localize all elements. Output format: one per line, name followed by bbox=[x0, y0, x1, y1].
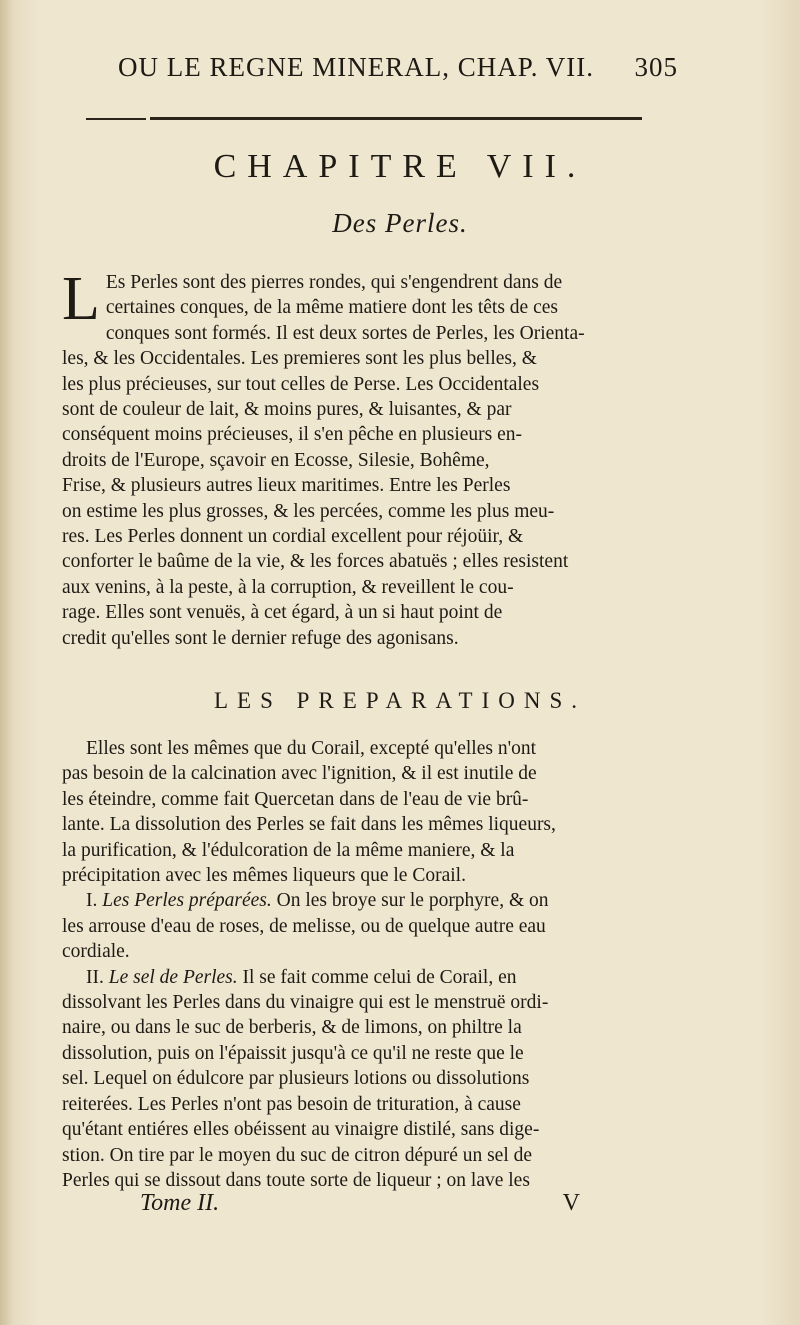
item-2-first-line bbox=[62, 965, 670, 990]
intro-paragraph bbox=[62, 265, 670, 651]
text-line: aux venins, à la peste, à la corruption, & reveillent le cou- bbox=[62, 576, 514, 598]
section-title: LES PREPARATIONS. bbox=[214, 688, 586, 713]
preparations-text bbox=[62, 736, 670, 1193]
text-line: les arrouse d'eau de roses, de melisse, ou de quelque autre eau bbox=[62, 915, 546, 937]
signature-mark: V bbox=[562, 1190, 580, 1216]
item-1-first-line bbox=[62, 888, 670, 913]
text-line: conforter le baûme de la vie, & les forces abatuës ; elles resistent bbox=[62, 551, 569, 573]
text-line: credit qu'elles sont le dernier refuge des agonisans. bbox=[62, 627, 459, 649]
text-line: Frise, & plusieurs autres lieux maritimes. Entre les Perles bbox=[62, 475, 511, 497]
text-line: dissolution, puis on l'épaissit jusqu'à ce qu'il ne reste que le bbox=[62, 1042, 524, 1064]
text-line: les, & les Occidentales. Les premieres sont les plus belles, & bbox=[62, 348, 537, 370]
text-line: conséquent moins précieuses, il s'en pêche en plusieurs en- bbox=[62, 424, 523, 446]
text-line: naire, ou dans le suc de berberis, & de limons, on philtre la bbox=[62, 1017, 522, 1039]
item-1-number: I. bbox=[86, 890, 98, 912]
text-line: Perles qui se dissout dans toute sorte de liqueur ; on lave les bbox=[62, 1169, 530, 1191]
running-title: OU LE REGNE MINERAL, CHAP. VII. bbox=[118, 52, 594, 82]
running-header bbox=[118, 52, 678, 83]
text-line: conques sont formés. Il est deux sortes de Perles, les Orienta- bbox=[105, 322, 585, 344]
text-line: certaines conques, de la même matiere dont les têts de ces bbox=[105, 297, 558, 319]
header-rule-long bbox=[150, 117, 642, 120]
header-rule-short bbox=[86, 118, 146, 120]
text-line: sont de couleur de lait, & moins pures, & luisantes, & par bbox=[62, 399, 512, 421]
text-line: lante. La dissolution des Perles se fait dans les mêmes liqueurs, bbox=[62, 814, 556, 836]
item-1-text: On les broye sur le porphyre, & on bbox=[276, 890, 549, 912]
item-2-text: Il se fait comme celui de Corail, en bbox=[242, 966, 517, 988]
tome-label: Tome II. bbox=[140, 1190, 220, 1216]
text-line: stion. On tire par le moyen du suc de citron dépuré un sel de bbox=[62, 1144, 533, 1166]
text-line: Es Perles sont des pierres rondes, qui s'engendrent dans de bbox=[105, 272, 563, 293]
text-line: pas besoin de la calcination avec l'ignition, & il est inutile de bbox=[62, 763, 537, 785]
page-number: 305 bbox=[634, 52, 678, 82]
chapter-subtitle: Des Perles. bbox=[332, 208, 468, 238]
text-line: on estime les plus grosses, & les percées, comme les plus meu- bbox=[62, 500, 555, 522]
text-line: les éteindre, comme fait Quercetan dans de l'eau de vie brû- bbox=[62, 788, 529, 810]
text-line: reiterées. Les Perles n'ont pas besoin de trituration, à cause bbox=[62, 1093, 521, 1115]
text-line: précipitation avec les mêmes liqueurs que le Corail. bbox=[62, 865, 466, 887]
text-line: rage. Elles sont venuës, à cet égard, à un si haut point de bbox=[62, 602, 503, 624]
text-line: res. Les Perles donnent un cordial excellent pour réjoüir, & bbox=[62, 526, 524, 548]
text-line: sel. Lequel on édulcore par plusieurs lotions ou dissolutions bbox=[62, 1068, 530, 1090]
drop-cap: L bbox=[62, 265, 100, 333]
text-line: Elles sont les mêmes que du Corail, excepté qu'elles n'ont bbox=[86, 738, 537, 759]
item-2-number: II. bbox=[86, 966, 104, 988]
item-2-title: Le sel de Perles. bbox=[108, 966, 238, 988]
text-line: cordiale. bbox=[62, 941, 130, 963]
text-line: droits de l'Europe, sçavoir en Ecosse, Silesie, Bohême, bbox=[62, 449, 490, 471]
chapter-title: CHAPITRE VII. bbox=[213, 148, 587, 185]
text-line: la purification, & l'édulcoration de la même maniere, & la bbox=[62, 839, 515, 861]
text-line: qu'étant entiéres elles obéissent au vinaigre distilé, sans dige- bbox=[62, 1119, 540, 1141]
item-1-title: Les Perles préparées. bbox=[102, 890, 272, 912]
text-line: dissolvant les Perles dans du vinaigre qui est le menstruë ordi- bbox=[62, 992, 549, 1014]
page-footer bbox=[140, 1190, 580, 1217]
text-line: les plus précieuses, sur tout celles de Perse. Les Occidentales bbox=[62, 373, 540, 395]
